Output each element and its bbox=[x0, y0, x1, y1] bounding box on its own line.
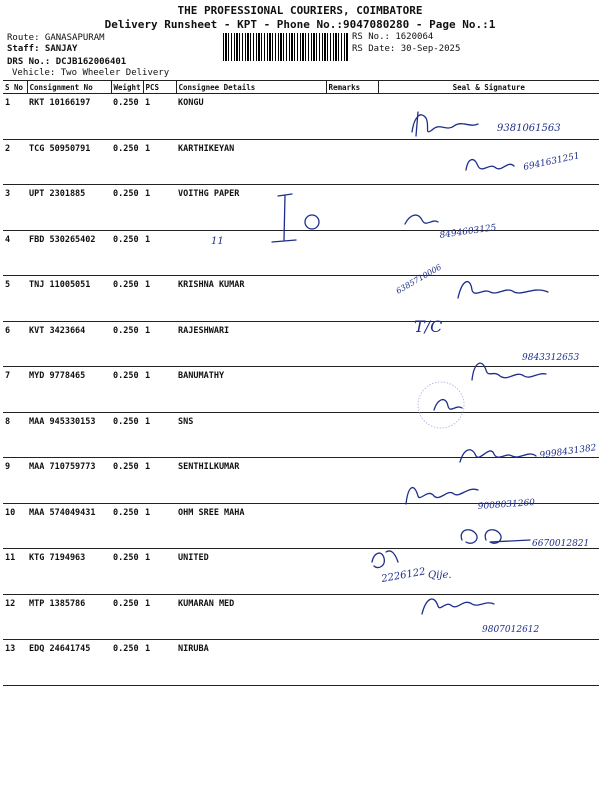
cell-sno: 5 bbox=[3, 276, 27, 322]
cell-weight: 0.250 bbox=[111, 640, 143, 686]
col-remarks: Remarks bbox=[326, 81, 378, 94]
cell-remarks bbox=[326, 640, 378, 686]
cell-weight: 0.250 bbox=[111, 503, 143, 549]
cell-remarks bbox=[326, 94, 378, 140]
cell-signature bbox=[378, 139, 599, 185]
cell-remarks bbox=[326, 367, 378, 413]
cell-consignment: KTG 7194963 bbox=[27, 549, 111, 595]
cell-consignment: EDQ 24641745 bbox=[27, 640, 111, 686]
vehicle-label: Vehicle: Two Wheeler Delivery bbox=[12, 68, 170, 78]
table-row bbox=[3, 594, 599, 640]
barcode bbox=[223, 33, 348, 61]
col-weight: Weight bbox=[111, 81, 143, 94]
table-row bbox=[3, 503, 599, 549]
handwritten-phone-7: 9843312653 bbox=[522, 353, 580, 363]
cell-pcs: 1 bbox=[143, 412, 176, 458]
staff-label: Staff: SANJAY bbox=[7, 44, 78, 54]
cell-sno: 12 bbox=[3, 594, 27, 640]
cell-consignee bbox=[176, 230, 326, 276]
cell-sno: 1 bbox=[3, 94, 27, 140]
cell-consignment: KVT 3423664 bbox=[27, 321, 111, 367]
col-sno: S No bbox=[3, 81, 27, 94]
cell-consignee: BANUMATHY bbox=[176, 367, 326, 413]
cell-pcs: 1 bbox=[143, 549, 176, 595]
cell-remarks bbox=[326, 185, 378, 231]
handwritten-note-12a: 2226122 bbox=[380, 566, 427, 585]
table-row bbox=[3, 276, 599, 322]
cell-consignment: TNJ 11005051 bbox=[27, 276, 111, 322]
handwritten-phone-9: 9998431382 bbox=[539, 443, 598, 461]
col-pcs: PCS bbox=[143, 81, 176, 94]
table-row bbox=[3, 367, 599, 413]
cell-consignment: MAA 710759773 bbox=[27, 458, 111, 504]
cell-consignee: KUMARAN MED bbox=[176, 594, 326, 640]
cell-consignee: KARTHIKEYAN bbox=[176, 139, 326, 185]
cell-consignee: KRISHNA KUMAR bbox=[176, 276, 326, 322]
cell-signature bbox=[378, 321, 599, 367]
cell-consignment: RKT 10166197 bbox=[27, 94, 111, 140]
col-consignee: Consignee Details bbox=[176, 81, 326, 94]
table-row bbox=[3, 458, 599, 504]
table-row bbox=[3, 94, 599, 140]
handwritten-phone-4: 8494603125 bbox=[439, 223, 498, 241]
cell-signature bbox=[378, 458, 599, 504]
handwritten-note-12b: Qije. bbox=[428, 570, 452, 581]
cell-remarks bbox=[326, 276, 378, 322]
cell-weight: 0.250 bbox=[111, 230, 143, 276]
table-row bbox=[3, 549, 599, 595]
cell-signature bbox=[378, 185, 599, 231]
cell-signature bbox=[378, 367, 599, 413]
cell-sno: 3 bbox=[3, 185, 27, 231]
handwritten-phone-13: 9807012612 bbox=[482, 625, 540, 635]
cell-remarks bbox=[326, 594, 378, 640]
table-row bbox=[3, 230, 599, 276]
handwritten-remark-6: T/C bbox=[414, 317, 443, 336]
cell-signature bbox=[378, 503, 599, 549]
table-row bbox=[3, 412, 599, 458]
rs-date: RS Date: 30-Sep-2025 bbox=[352, 44, 461, 54]
cell-sno: 6 bbox=[3, 321, 27, 367]
cell-sno: 4 bbox=[3, 230, 27, 276]
cell-pcs: 1 bbox=[143, 139, 176, 185]
cell-sno: 2 bbox=[3, 139, 27, 185]
cell-consignee: VOITHG PAPER bbox=[176, 185, 326, 231]
cell-weight: 0.250 bbox=[111, 549, 143, 595]
table-row bbox=[3, 321, 599, 367]
cell-remarks bbox=[326, 549, 378, 595]
col-signature: Seal & Signature bbox=[378, 81, 599, 94]
col-consignment: Consignment No bbox=[27, 81, 111, 94]
cell-consignment: MYD 9778465 bbox=[27, 367, 111, 413]
cell-pcs: 1 bbox=[143, 640, 176, 686]
cell-consignment: MAA 574049431 bbox=[27, 503, 111, 549]
table-row bbox=[3, 139, 599, 185]
cell-pcs: 1 bbox=[143, 594, 176, 640]
cell-signature bbox=[378, 412, 599, 458]
cell-pcs: 1 bbox=[143, 321, 176, 367]
cell-sno: 13 bbox=[3, 640, 27, 686]
cell-pcs: 1 bbox=[143, 230, 176, 276]
cell-weight: 0.250 bbox=[111, 412, 143, 458]
handwritten-mark-4: 11 bbox=[211, 236, 224, 247]
cell-pcs: 1 bbox=[143, 185, 176, 231]
cell-pcs: 1 bbox=[143, 458, 176, 504]
route-label: Route: GANASAPURAM bbox=[7, 33, 105, 43]
cell-consignee: NIRUBA bbox=[176, 640, 326, 686]
cell-consignment: MAA 945330153 bbox=[27, 412, 111, 458]
cell-signature bbox=[378, 640, 599, 686]
cell-remarks bbox=[326, 139, 378, 185]
cell-pcs: 1 bbox=[143, 94, 176, 140]
cell-consignee: KONGU bbox=[176, 94, 326, 140]
cell-weight: 0.250 bbox=[111, 458, 143, 504]
cell-signature bbox=[378, 276, 599, 322]
cell-signature bbox=[378, 94, 599, 140]
cell-consignee: UNITED bbox=[176, 549, 326, 595]
cell-sno: 11 bbox=[3, 549, 27, 595]
handwritten-phone-10: 9008031260 bbox=[477, 498, 536, 512]
cell-remarks bbox=[326, 458, 378, 504]
cell-pcs: 1 bbox=[143, 276, 176, 322]
page-title: THE PROFESSIONAL COURIERS, COIMBATORE bbox=[177, 4, 423, 17]
handwritten-phone-1: 9381061563 bbox=[497, 123, 561, 134]
table-header-row bbox=[3, 81, 599, 94]
cell-remarks bbox=[326, 503, 378, 549]
cell-weight: 0.250 bbox=[111, 94, 143, 140]
drs-number: DRS No.: DCJB162006401 bbox=[7, 57, 127, 67]
cell-pcs: 1 bbox=[143, 367, 176, 413]
cell-signature bbox=[378, 549, 599, 595]
cell-consignment: FBD 530265402 bbox=[27, 230, 111, 276]
cell-remarks bbox=[326, 412, 378, 458]
cell-consignment: UPT 2301885 bbox=[27, 185, 111, 231]
cell-consignee: SNS bbox=[176, 412, 326, 458]
cell-sno: 10 bbox=[3, 503, 27, 549]
cell-consignment: MTP 1385786 bbox=[27, 594, 111, 640]
table-row bbox=[3, 640, 599, 686]
cell-weight: 0.250 bbox=[111, 185, 143, 231]
handwritten-phone-2: 6941631251 bbox=[522, 151, 581, 173]
cell-sno: 9 bbox=[3, 458, 27, 504]
cell-sno: 8 bbox=[3, 412, 27, 458]
table-row bbox=[3, 185, 599, 231]
page-subtitle: Delivery Runsheet - KPT - Phone No.:9047080280 - Page No.:1 bbox=[104, 18, 496, 31]
cell-consignee: OHM SREE MAHA bbox=[176, 503, 326, 549]
runsheet-table bbox=[3, 80, 599, 686]
cell-signature bbox=[378, 230, 599, 276]
handwritten-phone-11: 6670012821 bbox=[532, 539, 590, 549]
cell-weight: 0.250 bbox=[111, 276, 143, 322]
cell-remarks bbox=[326, 230, 378, 276]
cell-weight: 0.250 bbox=[111, 321, 143, 367]
handwritten-phone-5: 6385710006 bbox=[394, 262, 444, 296]
cell-remarks bbox=[326, 321, 378, 367]
cell-sno: 7 bbox=[3, 367, 27, 413]
cell-weight: 0.250 bbox=[111, 139, 143, 185]
rs-number: RS No.: 1620064 bbox=[352, 32, 434, 42]
cell-consignee: RAJESHWARI bbox=[176, 321, 326, 367]
cell-consignee: SENTHILKUMAR bbox=[176, 458, 326, 504]
cell-weight: 0.250 bbox=[111, 594, 143, 640]
cell-signature bbox=[378, 594, 599, 640]
cell-consignment: TCG 50950791 bbox=[27, 139, 111, 185]
cell-pcs: 1 bbox=[143, 503, 176, 549]
cell-weight: 0.250 bbox=[111, 367, 143, 413]
